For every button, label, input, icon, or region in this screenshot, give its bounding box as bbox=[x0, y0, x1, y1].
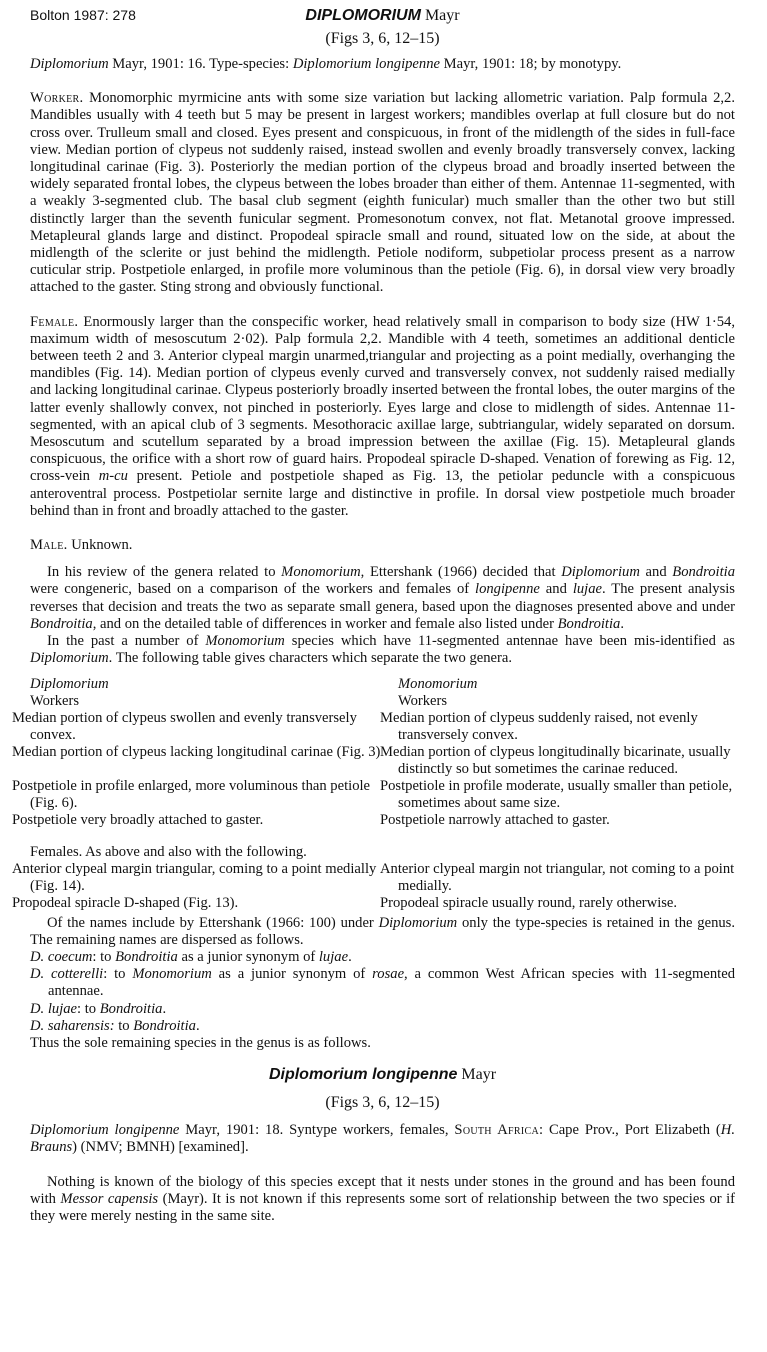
review-paragraph: In his review of the genera related to Monomorium, Ettershank (1966) decided that Diplomorium and Bondroitia were congeneric, based on a comparison of the workers and females of longipenne and lujae. The present analysis reverses that decision and treats the two as separate small genera, based upon the diagnoses presented above and under Bondroitia, and on the detailed table of differences in worker and female also listed under Bondroitia. bbox=[30, 564, 735, 632]
species-name: Diplomorium longipenne bbox=[268, 1066, 458, 1084]
page-header bbox=[30, 0, 735, 30]
genus-citation: Diplomorium Mayr, 1901: 16. Type-species: Diplomorium longipenne Mayr, 1901: 18; by monotypy. bbox=[30, 56, 622, 72]
past-paragraph: In the past a number of Monomorium species which have 11-segmented antennae have been mis-identified as Diplomorium. The following table gives characters which separate the two genera. bbox=[30, 633, 735, 667]
species-citation: Diplomorium longipenne Mayr, 1901: 18. Syntype workers, females, South Africa: Cape Prov., Port Elizabeth (H. Brauns) (NMV; BMNH) [examined]. bbox=[30, 1122, 735, 1156]
genus-figs: (Figs 3, 6, 12–15) bbox=[325, 30, 440, 47]
page bbox=[12, 0, 735, 1225]
male-description: Male. Unknown. bbox=[30, 537, 133, 554]
names-paragraph: Of the names include by Ettershank (1966: 100) under Diplomorium only the type-species is retained in the genus. The remaining names are dispersed as follows. bbox=[30, 914, 735, 948]
genus-title bbox=[30, 7, 735, 25]
workers-label-right: Workers bbox=[398, 692, 448, 709]
table-row: Postpetiole in profile enlarged, more voluminous than petiole (Fig. 6). Postpetiole in profile moderate, usually smaller than petiole, sometimes about same size. bbox=[12, 777, 733, 811]
females-label: Females. As above and also with the following. bbox=[30, 843, 307, 860]
table-row: Anterior clypeal margin triangular, coming to a point medially (Fig. 14). Anterior clypeal margin not triangular, not coming to a point medially. bbox=[12, 860, 735, 894]
disposal-item: D. lujae: to Bondroitia. bbox=[30, 1000, 167, 1017]
species-author: Mayr bbox=[461, 1066, 497, 1084]
worker-label: Worker. bbox=[30, 90, 84, 107]
source-reference: Bolton 1987: 278 bbox=[30, 7, 136, 23]
workers-label-left: Workers bbox=[30, 692, 80, 709]
male-label: Male. bbox=[30, 537, 68, 554]
disposal-item: D. cotterelli: to Monomorium as a junior synonym of rosae, a common West African species with 11-segmented antennae. bbox=[30, 966, 735, 1000]
genus-author: Mayr bbox=[424, 7, 460, 24]
table-row: Propodeal spiracle D-shaped (Fig. 13). Propodeal spiracle usually round, rarely otherwise. bbox=[12, 894, 678, 911]
table-row: Postpetiole very broadly attached to gaster. Postpetiole narrowly attached to gaster. bbox=[12, 811, 610, 828]
table-row: Median portion of clypeus lacking longitudinal carinae (Fig. 3) Median portion of clypeus longitudinally bicarinate, usually distinctly so but sometimes the carinae reduced. bbox=[12, 743, 731, 777]
table-head-left: Diplomorium bbox=[30, 675, 109, 692]
comparison-table bbox=[12, 675, 735, 912]
worker-description: Worker. Monomorphic myrmicine ants with some size variation but lacking allometric variation. Palp formula 2,2. Mandibles usually with 4 teeth but 5 may be present in largest workers; mandibles overlap at full closure but do not cross over. Trulleum small and closed. Eyes present and conspicuous, in front of the midlength of the sides in full-face view. Median portion of clypeus not suddenly raised, instead swollen and evenly broadly transversely convex, lacking longitudinal carinae (Fig. 3). Posteriorly the median portion of the clypeus broad and broadly inserted between the widely separated frontal lobes, the clypeus between the lobes broader than either of them. Antennae 11-segmented, with a weakly 3-segmented club. The basal club segment (eighth funicular) much smaller than the other two but still distinctly larger than the seventh funicular segment. Promesonotum convex, not flat. Metanotal groove impressed. Metapleural glands large and distinct. Propodeal spiracle small and round, situated low on the side, at about the midlength of the sclerite or just behind the midlength. Petiole nodiform, subpetiolar process present as a narrow cuticular strip. Postpetiole enlarged, in profile more voluminous than the petiole (Fig. 6), in dorsal view very broadly attached to the gaster. Sting strong and obviously functional. bbox=[30, 90, 735, 296]
disposal-item: D. coecum: to Bondroitia as a junior synonym of lujae. bbox=[30, 948, 352, 965]
genus-name: DIPLOMORIUM bbox=[305, 7, 421, 24]
thus-line: Thus the sole remaining species in the genus is as follows. bbox=[30, 1034, 371, 1051]
table-head-right: Monomorium bbox=[398, 675, 478, 692]
table-row: Median portion of clypeus swollen and evenly transversely convex. Median portion of clypeus suddenly raised, not evenly transversely convex. bbox=[12, 709, 698, 743]
female-label: Female. bbox=[30, 313, 79, 330]
species-title bbox=[30, 1066, 735, 1084]
species-figs: (Figs 3, 6, 12–15) bbox=[325, 1094, 440, 1112]
female-description: Female. Enormously larger than the conspecific worker, head relatively small in comparison to body size (HW 1·54, maximum width of mesoscutum 2·02). Palp formula 2,2. Mandible with 4 teeth, sometimes an additional denticle between teeth 2 and 3. Anterior clypeal margin unarmed,triangular and projecting as a point medially, overhanging the mandibles (Fig. 14). Median portion of clypeus evenly curved and transversely convex, not suddenly raised medially and lacking longitudinal carinae. Clypeus posteriorly broadly inserted between the frontal lobes, the outer margins of the latter evenly shallowly convex, not pinched in posteriorly. Eyes large and close to midlength of sides. Antennae 11-segmented, with an apical club of 3 segments. Mesothoracic axillae large, subtriangular, widely separated on dorsum. Mesoscutum and scutellum separated by a broad impression between the axillae (Fig. 15). Metapleural glands conspicuous, the orifice with a short row of guard hairs. Propodeal spiracle D-shaped. Venation of forewing as Fig. 12, cross-vein m-cu present. Petiole and postpetiole shaped as Fig. 13, the petiolar peduncle with a conspicuous anteroventral process. Postpetiolar sernite large and distinctive in profile. In dorsal view postpetiole much broader behind than in front and broadly attached to the gaster. bbox=[30, 313, 735, 519]
biology-paragraph: Nothing is known of the biology of this species except that it nests under stones in the ground and has been found with Messor capensis (Mayr). It is not known if this represents some sort of relationship between the two species or if they were merely nesting in the same site. bbox=[30, 1173, 735, 1224]
disposal-item: D. saharensis: to Bondroitia. bbox=[30, 1017, 200, 1034]
